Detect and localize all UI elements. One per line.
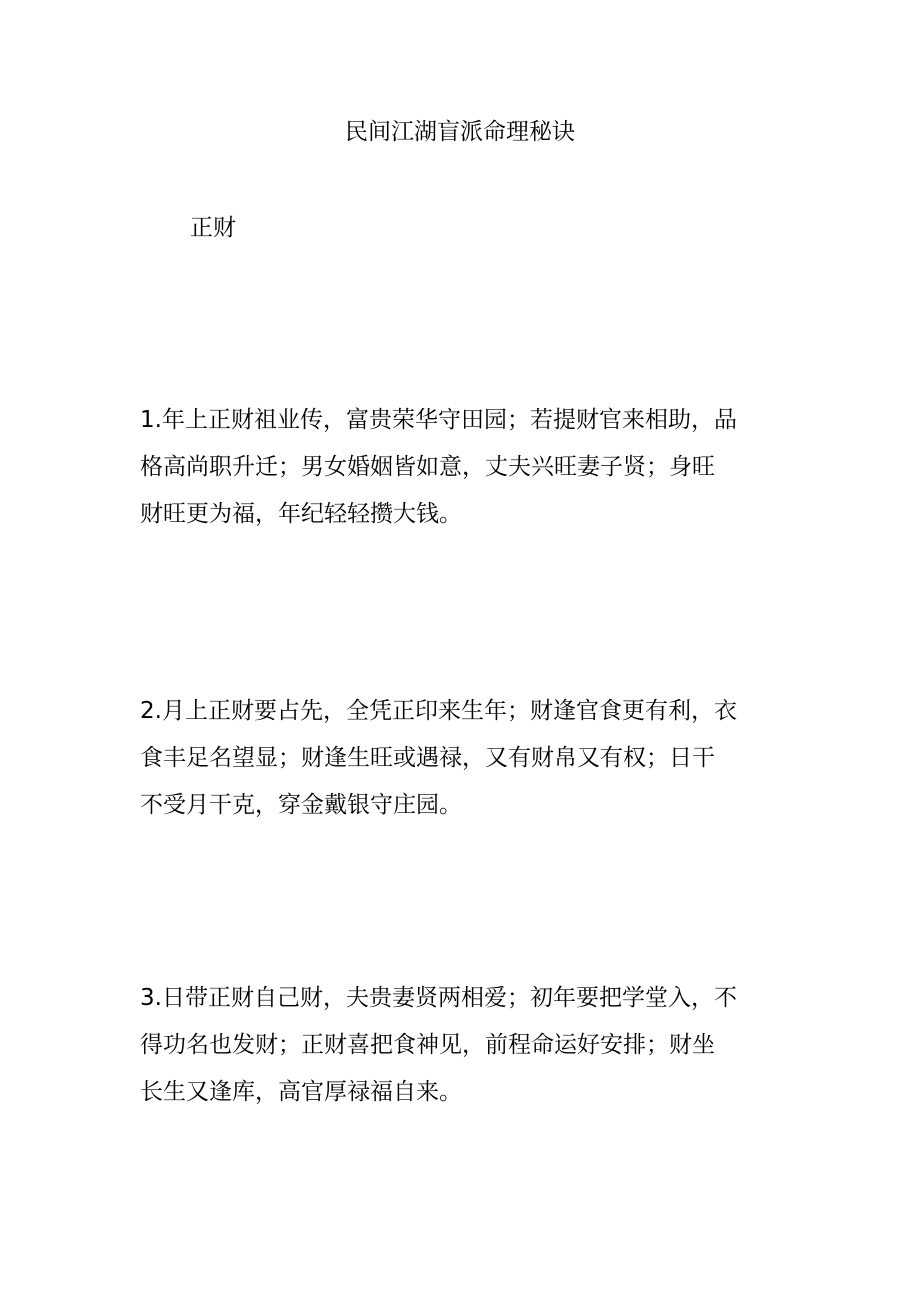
- verse-line: 得功名也发财；正财喜把食神见，前程命运好安排；财坐: [140, 1032, 715, 1058]
- verse-line: 格高尚职升迁；男女婚姻皆如意，丈夫兴旺妻子贤；身旺: [140, 454, 715, 480]
- verse-line: 财旺更为福，年纪轻轻攒大钱。: [140, 501, 462, 527]
- verse-line: 不受月干克，穿金戴银守庄园。: [140, 792, 462, 818]
- verse-paragraph-2: [140, 688, 780, 829]
- verse-paragraph-3: [140, 975, 780, 1116]
- document-title: 民间江湖盲派命理秘诀: [345, 119, 575, 145]
- verse-line: 食丰足名望显；财逢生旺或遇禄，又有财帛又有权；日干: [140, 745, 715, 771]
- verse-line: 3.日带正财自己财，夫贵妻贤两相爱；初年要把学堂入，不: [140, 985, 737, 1011]
- verse-line: 2.月上正财要占先，全凭正印来生年；财逢官食更有利，衣: [140, 698, 737, 724]
- verse-line: 长生又逢库，高官厚禄福自来。: [140, 1079, 462, 1105]
- section-heading: 正财: [190, 215, 236, 241]
- verse-paragraph-1: [140, 397, 780, 538]
- verse-line: 1.年上正财祖业传，富贵荣华守田园；若提财官来相助，品: [140, 407, 737, 433]
